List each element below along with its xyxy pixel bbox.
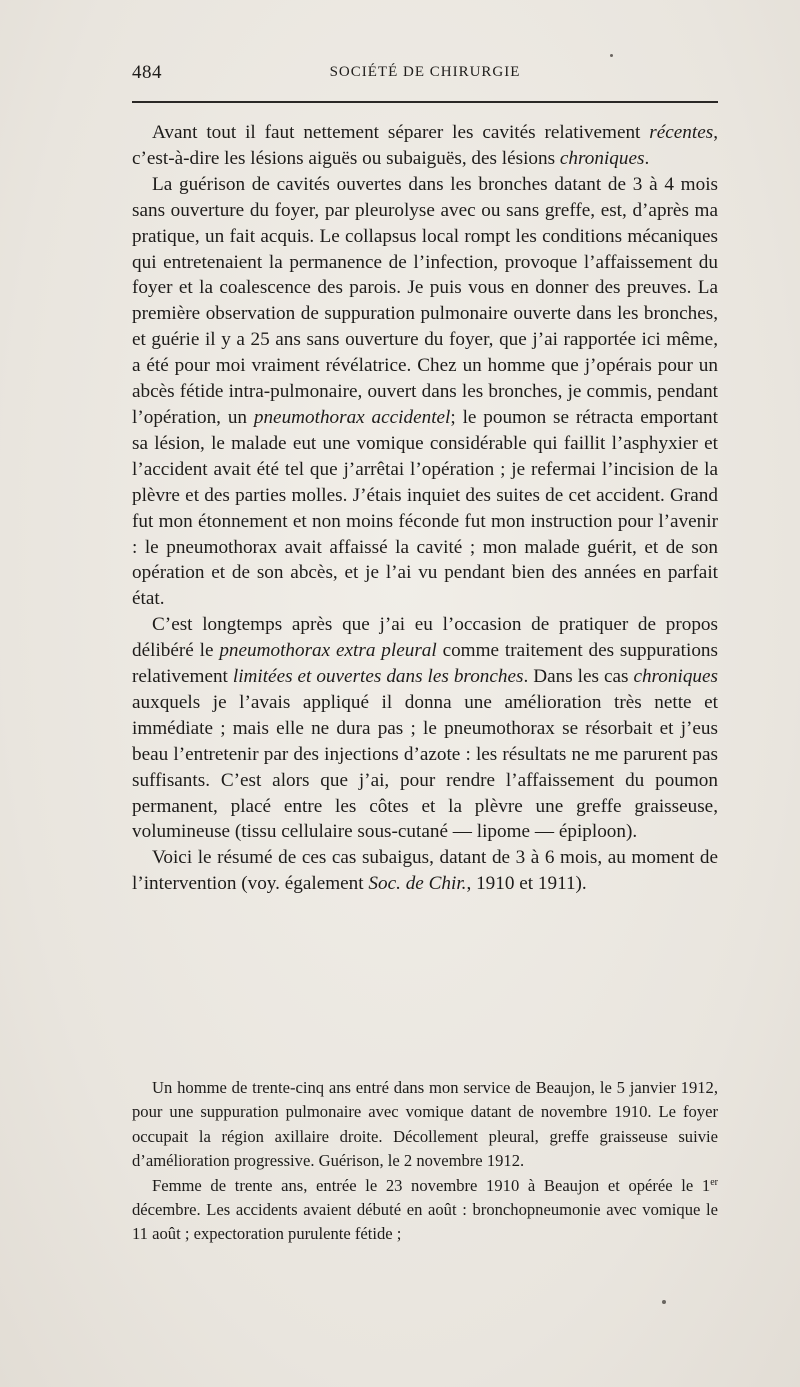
case-1: Un homme de trente-cinq ans entré dans mon service de Beaujon, le 5 janvier 1912, pour une suppuration pulmonaire avec vomique datant de novembre 1910. Le foyer occupait la région axillaire droite. Décollement pleural, greffe graisseuse suivie d’amélioration progressive. Guérison, le 2 novembre 1912. bbox=[132, 1078, 718, 1171]
paper-speck bbox=[662, 1300, 666, 1304]
paragraph-4: Voici le résumé de ces cas subaigus, datant de 3 à 6 mois, au moment de l’intervention (voy. également Soc. de Chir., 1910 et 1911). bbox=[132, 847, 718, 895]
paragraph-3: C’est longtemps après que j’ai eu l’occasion de pratiquer de propos délibéré le pneumothorax extra pleural comme traitement des suppurations relativement limitées et ouvertes dans les bronches. Dans les cas chroniques auxquels je l’avais appliqué il donna une amélioration très nette et immédiate ; mais elle ne dura pas ; le pneumothorax se résorbait et j’eus beau l’entretenir par des injections d’azote : les résultats ne me parurent pas suffisants. C’est alors que j’ai, pour rendre l’affaissement du poumon permanent, placé entre les côtes et la plèvre une greffe graisseuse, volumineuse (tissu cellulaire sous-cutané — lipome — épiploon). bbox=[132, 614, 718, 843]
running-title: SOCIÉTÉ DE CHIRURGIE bbox=[329, 64, 521, 80]
case-2: Femme de trente ans, entrée le 23 novembre 1910 à Beaujon et opérée le 1er décembre. Les accidents avaient débuté en août : bronchopneumonie avec vomique le 11 août ; expectoration purulente fétide ; bbox=[132, 1175, 718, 1244]
main-text bbox=[132, 120, 718, 897]
paragraph-1: Avant tout il faut nettement séparer les cavités relativement récentes, c’est-à-dire les lésions aiguës ou subaiguës, des lésions chroniques. bbox=[132, 122, 718, 169]
paper-speck bbox=[610, 54, 613, 57]
paragraph-2: La guérison de cavités ouvertes dans les bronches datant de 3 à 4 mois sans ouverture du foyer, par pleurolyse avec ou sans greffe, est, d’après ma pratique, un fait acquis. Le collapsus local rompt les conditions mécaniques qui entretenaient la permanence de l’infection, provoque l’affaissement du foyer et la coalescence des parois. Je puis vous en donner des preuves. La première observation de suppuration pulmonaire ouverte dans les bronches, et guérie il y a 25 ans sans ouverture du foyer, que j’ai rapportée ici même, a été pour moi vraiment révélatrice. Chez un homme que j’opérais pour un abcès fétide intra-pulmonaire, ouvert dans les bronches, je commis, pendant l’opération, un pneumothorax accidentel; le poumon se rétracta emportant sa lésion, le malade eut une vomique considérable qui faillit l’asphyxier et l’accident avait été tel que j’arrêtai l’opération ; je refermai l’incision de la plèvre et des parties molles. J’étais inquiet des suites de cet accident. Grand fut mon étonnement et non moins féconde fut mon instruction pour l’avenir : le pneumothorax avait affaissé la cavité ; mon malade guérit, et de son opération et de son abcès, et je l’ai vu pendant bien des années en parfait état. bbox=[132, 173, 718, 610]
page-header bbox=[132, 62, 718, 88]
page-number: 484 bbox=[132, 62, 162, 83]
header-rule bbox=[132, 101, 718, 103]
case-summaries bbox=[132, 1076, 718, 1247]
